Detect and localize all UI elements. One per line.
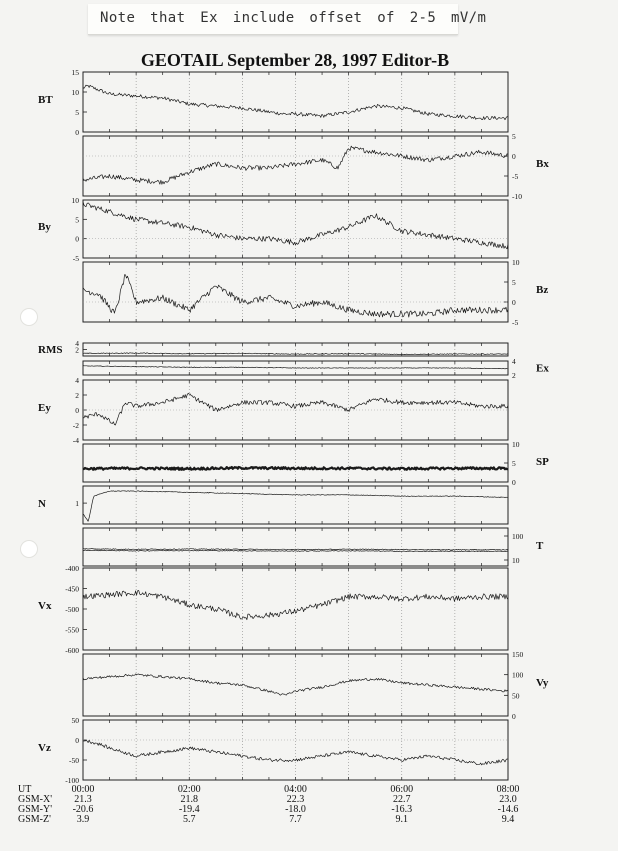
panel-label-vy: Vy (536, 676, 549, 689)
panel-label-vx: Vx (38, 599, 52, 612)
y-tick-label: 0 (512, 478, 516, 487)
footer-row-label: GSM-X' (18, 794, 53, 805)
y-tick-label: -600 (65, 646, 79, 655)
offset-note: Note that Ex include offset of 2-5 mV/m (100, 10, 487, 26)
y-tick-label: 0 (75, 128, 79, 137)
footer-value: 9.4 (501, 814, 515, 825)
y-tick-label: 2 (75, 345, 79, 355)
panel-label-bt: BT (38, 94, 53, 106)
y-tick-label: -100 (65, 776, 79, 785)
y-tick-label: 1 (75, 499, 79, 509)
chart-title: GEOTAIL September 28, 1997 Editor-B (140, 50, 450, 70)
y-tick-label: 5 (512, 278, 516, 287)
series-line-sp (83, 467, 508, 470)
y-tick-label: 100 (512, 670, 524, 680)
panel-label-vz: Vz (38, 742, 51, 754)
footer-value: -20.6 (72, 804, 94, 815)
footer-row-label: GSM-Z' (18, 814, 51, 825)
y-tick-label: 15 (71, 68, 79, 77)
y-tick-label: 4 (512, 357, 516, 366)
y-tick-label: 5 (512, 132, 516, 141)
y-tick-label: -5 (72, 254, 79, 263)
footer-value: 7.7 (289, 814, 302, 825)
series-line-vx (83, 591, 508, 620)
y-tick-label: -450 (65, 584, 79, 594)
series-line-t-1 (83, 550, 508, 552)
panel-frame-by (83, 200, 508, 258)
y-tick-label: -50 (69, 756, 79, 765)
y-tick-label: -4 (72, 436, 79, 445)
footer-value: 06:00 (390, 784, 414, 795)
footer-value: 04:00 (284, 784, 307, 795)
footer-value: 21.8 (180, 794, 198, 805)
y-tick-label: 0 (512, 152, 516, 161)
y-tick-label: 5 (75, 108, 79, 117)
y-tick-label: 50 (512, 691, 520, 701)
panel-label-ex: Ex (536, 362, 549, 375)
y-tick-label: -400 (65, 564, 79, 573)
y-tick-label: 0 (75, 406, 79, 415)
y-tick-label: 50 (71, 716, 79, 725)
series-line-vz (83, 740, 508, 765)
y-tick-label: 10 (512, 440, 520, 449)
footer-value: 22.3 (286, 794, 305, 805)
footer-value: 22.7 (393, 794, 411, 805)
y-tick-label: 5 (75, 215, 79, 225)
footer-value: 02:00 (177, 784, 201, 795)
footer-row-label: UT (18, 784, 32, 795)
y-tick-label: -5 (512, 172, 519, 181)
y-tick-label: -550 (65, 625, 79, 635)
footer-value: 08:00 (496, 784, 520, 795)
footer-row-label: GSM-Y' (18, 804, 53, 815)
footer-value: 3.9 (76, 814, 90, 825)
y-tick-label: 2 (512, 371, 516, 380)
panel-label-n: N (38, 498, 46, 511)
y-tick-label: 4 (75, 376, 79, 385)
footer-value: 5.7 (183, 814, 196, 825)
y-tick-label: 10 (512, 556, 520, 565)
y-tick-label: -5 (512, 318, 519, 327)
y-tick-label: 0 (512, 712, 516, 721)
y-tick-label: 0 (75, 736, 79, 745)
y-tick-label: -500 (65, 605, 79, 614)
footer-value: 21.3 (74, 794, 92, 805)
y-tick-label: 150 (512, 650, 524, 659)
y-tick-label: 10 (512, 258, 520, 267)
series-line-by (83, 202, 508, 249)
y-tick-label: 5 (512, 459, 516, 468)
panel-label-by: By (38, 221, 51, 234)
footer-value: -19.4 (178, 804, 200, 815)
footer-value: 23.0 (499, 794, 517, 805)
panel-label-ey: Ey (38, 402, 51, 414)
panel-label-bx: Bx (536, 158, 549, 170)
footer-value: -16.3 (391, 804, 413, 815)
y-tick-label: 10 (71, 88, 79, 97)
footer-value: -14.6 (497, 804, 519, 815)
panel-label-bz: Bz (536, 284, 549, 296)
y-tick-label: -2 (72, 421, 79, 430)
y-tick-label: 0 (75, 234, 79, 244)
footer-value: 00:00 (71, 784, 95, 795)
panel-label-t: T (536, 540, 544, 553)
panel-label-rms: RMS (38, 343, 63, 356)
footer-value: -18.0 (285, 804, 306, 815)
panel-label-sp: SP (536, 456, 549, 469)
y-tick-label: 10 (71, 196, 79, 205)
y-tick-label: 0 (512, 298, 516, 307)
y-tick-label: 2 (75, 391, 79, 400)
footer-value: 9.1 (395, 814, 408, 825)
y-tick-label: -10 (512, 192, 522, 201)
y-tick-label: 4 (75, 339, 79, 348)
y-tick-label: 100 (512, 532, 524, 541)
